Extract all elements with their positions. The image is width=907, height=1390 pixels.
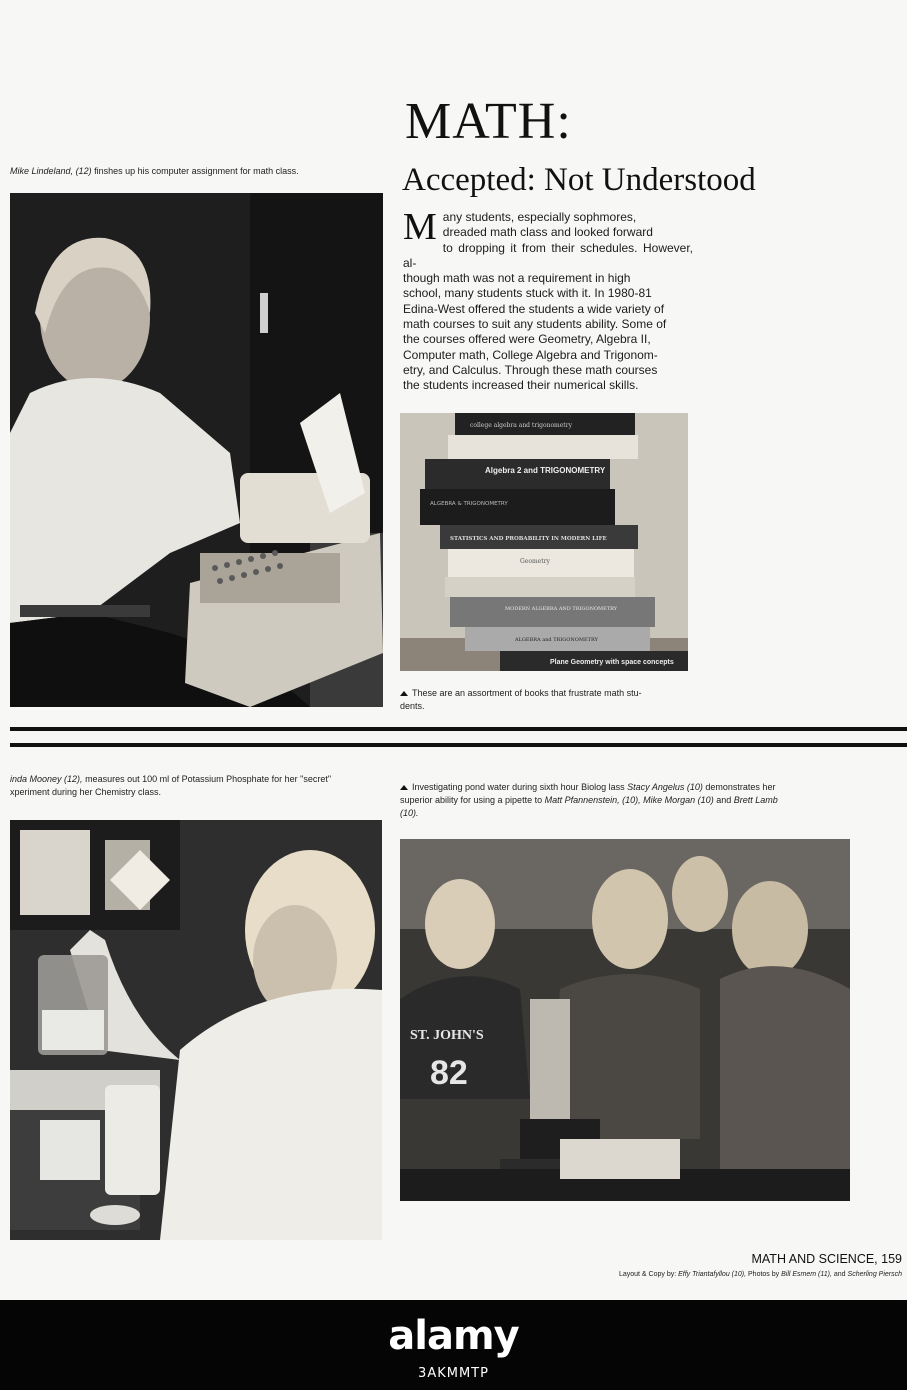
shirt-text: ST. JOHN'S bbox=[410, 1028, 484, 1043]
book-title: Algebra 2 and TRIGONOMETRY bbox=[485, 466, 606, 475]
book-title: college algebra and trigonometry bbox=[470, 422, 572, 429]
math-books-photo bbox=[400, 413, 688, 671]
article-body bbox=[403, 206, 693, 394]
bullet-icon bbox=[400, 691, 408, 696]
drop-cap: M bbox=[403, 206, 437, 248]
body-line: math courses to suit any students ability. Some of bbox=[403, 317, 667, 332]
books-photo-caption: These are an assortment of books that frustrate math stu- dents. bbox=[400, 688, 642, 711]
body-line: the students increased their numerical skills. bbox=[403, 378, 639, 393]
body-line: any students, especially sophmores, bbox=[442, 210, 637, 224]
book-title: Geometry bbox=[520, 558, 550, 565]
body-line: though math was not a requirement in high bbox=[403, 271, 631, 286]
body-line: Edina-West offered the students a wide variety of bbox=[403, 301, 665, 316]
body-line: dreaded math class and looked forward bbox=[442, 225, 653, 240]
article-subtitle: Accepted: Not Understood bbox=[402, 162, 756, 198]
bullet-icon bbox=[400, 785, 408, 790]
divider-rule-top bbox=[10, 727, 907, 731]
computer-student-photo bbox=[10, 193, 383, 707]
biology-students-photo bbox=[400, 839, 850, 1201]
chemistry-photo-caption: inda Mooney (12), measures out 100 ml of Potassium Phosphate for her "secret" xperiment during her Chemistry class. bbox=[10, 774, 332, 797]
body-line: etry, and Calculus. Through these math courses bbox=[403, 362, 658, 377]
body-line: the courses offered were Geometry, Algebra II, bbox=[403, 332, 651, 347]
shirt-number: 82 bbox=[430, 1054, 468, 1092]
book-title: STATISTICS AND PROBABILITY IN MODERN LIFE bbox=[450, 536, 607, 542]
book-title: ALGEBRA and TRIGONOMETRY bbox=[515, 637, 598, 643]
body-line: school, many students stuck with it. In 1980-81 bbox=[403, 286, 652, 301]
divider-rule-bottom bbox=[10, 743, 907, 747]
computer-photo-caption: Mike Lindeland, (12) finshes up his computer assignment for math class. bbox=[10, 166, 299, 176]
book-title: Plane Geometry with space concepts bbox=[550, 659, 674, 666]
credits-line: Layout & Copy by: Effy Triantafyllou (10), Photos by Bill Esmem (11), and Scherling Piersch bbox=[618, 1271, 902, 1278]
body-line: Computer math, College Algebra and Trigonom- bbox=[403, 347, 658, 362]
image-id: 3AKMMTP bbox=[418, 1366, 489, 1381]
biology-photo-caption: Investigating pond water during sixth hour Biolog lass Stacy Angelus (10) demonstrates her superior ability for using a pipette to Matt Pfannenstein, (10), Mike Morgan (10) and Brett Lamb (10). bbox=[400, 782, 778, 818]
book-title: MODERN ALGEBRA AND TRIGONOMETRY bbox=[505, 606, 618, 612]
page-number-label: MATH AND SCIENCE, 159 bbox=[751, 1252, 902, 1266]
alamy-logo: alamy bbox=[388, 1313, 519, 1359]
book-title: ALGEBRA & TRIGONOMETRY bbox=[430, 501, 508, 507]
body-line: to dropping it from their schedules. However, al- bbox=[403, 240, 693, 270]
chemistry-student-photo bbox=[10, 820, 382, 1240]
article-title: MATH: bbox=[405, 93, 572, 150]
